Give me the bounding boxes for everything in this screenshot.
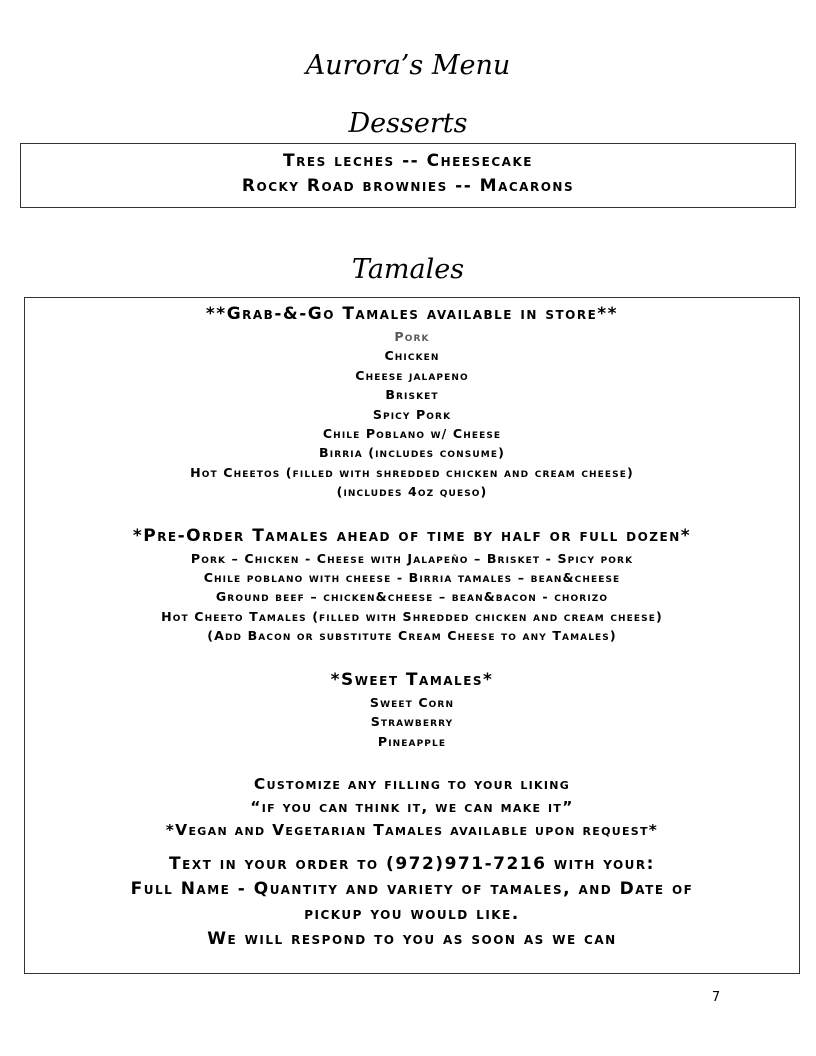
grab-go-item: (includes 4oz queso)	[336, 484, 488, 500]
order-line: pickup you would like.	[304, 903, 520, 924]
desserts-heading: Desserts	[348, 108, 468, 139]
grab-go-item: Chile Poblano w/ Cheese	[322, 426, 502, 442]
grab-go-item: Brisket	[385, 387, 439, 403]
order-line: Text in your order to (972)971-7216 with your:	[169, 853, 655, 874]
custom-line: Customize any filling to your liking	[253, 774, 571, 793]
pre-order-line: Chile poblano with cheese - Birria tamales – bean&cheese	[203, 570, 621, 586]
grab-go-item: Hot Cheetos (filled with shredded chicken and cream cheese)	[190, 464, 634, 480]
page-number: 7	[711, 990, 721, 1005]
dessert-line: Tres leches -- Cheesecake	[283, 151, 533, 171]
pre-order-line: Pork – Chicken - Cheese with Jalapeño – Brisket - Spicy pork	[190, 550, 634, 566]
dessert-line: Rocky Road brownies -- Macarons	[241, 176, 575, 196]
grab-go-item: Chicken	[384, 348, 440, 364]
grab-go-item: Pork	[394, 329, 430, 344]
custom-line: “if you can think it, we can make it”	[250, 797, 574, 816]
pre-order-line: (Add Bacon or substitute Cream Cheese to any Tamales)	[207, 628, 617, 644]
grab-go-item: Spicy Pork	[372, 406, 452, 422]
menu-title: Aurora’s Menu	[305, 50, 511, 81]
tamales-heading: Tamales	[351, 254, 465, 285]
sweet-item: Pineapple	[377, 733, 447, 749]
grab-go-title: **Grab-&-Go Tamales available in store**	[205, 304, 619, 324]
custom-line: *Vegan and Vegetarian Tamales available upon request*	[165, 820, 659, 839]
grab-go-item: Cheese jalapeno	[355, 367, 469, 383]
tamales-box	[24, 297, 800, 974]
sweet-item: Sweet Corn	[369, 694, 455, 710]
sweet-item: Strawberry	[370, 714, 454, 730]
order-line: Full Name - Quantity and variety of tamales, and Date of	[130, 878, 694, 899]
grab-go-item: Birria (includes consume)	[319, 445, 505, 461]
sweet-title: *Sweet Tamales*	[330, 669, 494, 690]
desserts-box	[20, 143, 796, 208]
pre-order-line: Hot Cheeto Tamales (filled with Shredded chicken and cream cheese)	[161, 608, 663, 624]
order-line: We will respond to you as soon as we can	[207, 928, 617, 949]
pre-order-line: Ground beef – chicken&cheese – bean&bacon - chorizo	[215, 589, 609, 605]
pre-order-title: *Pre-Order Tamales ahead of time by half or full dozen*	[132, 525, 692, 546]
